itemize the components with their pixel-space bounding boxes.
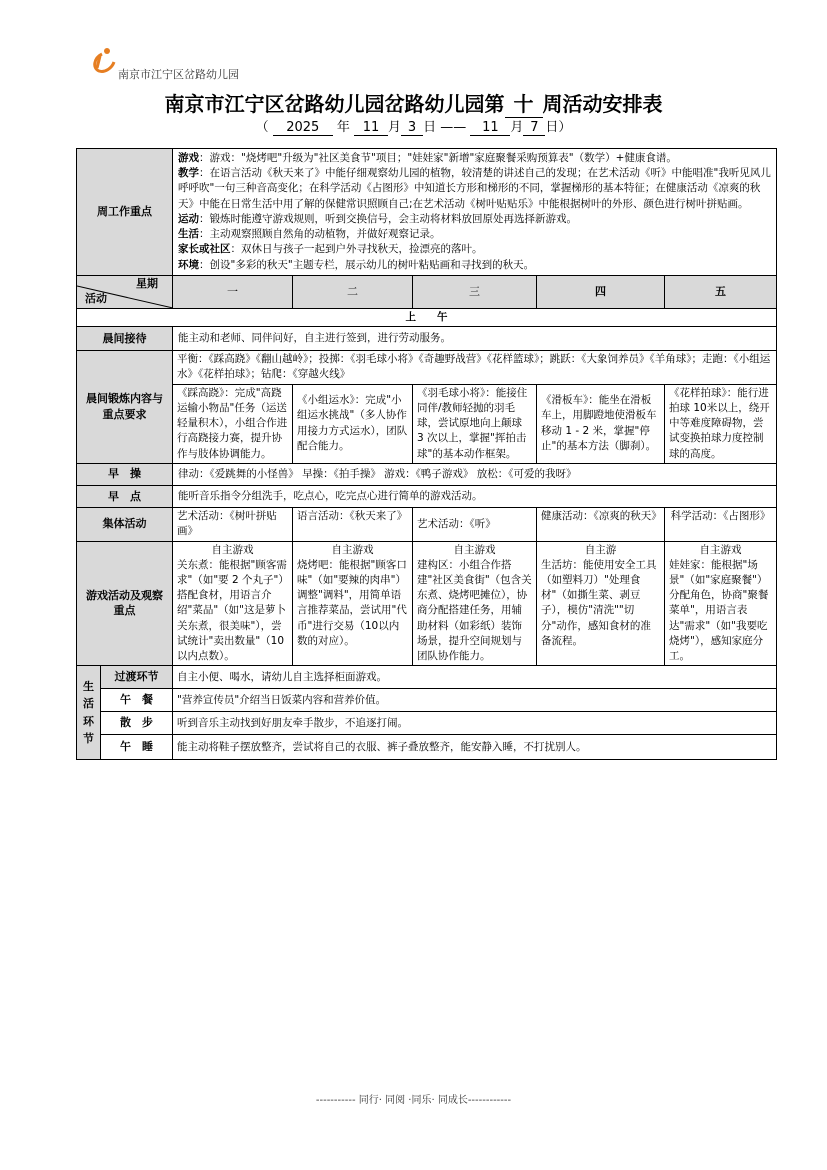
life-text: "营养宣传员"介绍当日饭菜内容和营养价值。 xyxy=(173,689,777,712)
play-item: 生活坊：能使用安全工具（如塑料刀）"处理食材"（如撕生菜、剥豆子），模仿"清洗""切分"动作，感知食材的准备流程。 xyxy=(541,558,657,647)
date-month-unit-1: 月 xyxy=(388,120,402,135)
focus-text: ：锻炼时能遵守游戏规则，听到交换信号，会主动将材料放回原处再选择新游戏。 xyxy=(199,212,577,225)
date-month-start: 11 xyxy=(354,120,388,136)
life-sub-label: 散 步 xyxy=(101,712,173,735)
date-day-end: 7 xyxy=(523,120,545,136)
play-cell xyxy=(173,541,293,666)
life-text: 能主动将鞋子摆放整齐，尝试将自己的衣服、裤子叠放整齐，能安静入睡，不打扰别人。 xyxy=(173,735,777,760)
group-item: 健康活动：《凉爽的秋天》 xyxy=(537,508,665,541)
exercise-items-row xyxy=(77,384,777,463)
day-header: 二 xyxy=(293,275,413,308)
life-label-text: 生活环节 xyxy=(83,679,94,746)
group-item: 艺术活动：《听》 xyxy=(413,508,537,541)
title-prefix: 南京市江宁区岔路幼儿园岔路幼儿园第 xyxy=(164,92,505,116)
exercise-item: 《小组运水》：完成"小组运水挑战"（多人协作用接力方式运水），团队配合能力。 xyxy=(293,384,413,463)
page-title xyxy=(0,88,827,118)
exercise-summary-row xyxy=(77,351,777,384)
focus-text: ：游戏："烧烤吧"升级为"社区美食节"项目；"娃娃家"新增"家庭聚餐采购预算表"（数学）+健康食谱。 xyxy=(199,152,677,164)
focus-label: 周工作重点 xyxy=(77,149,173,276)
play-item: 关东煮：能根据"顾客需求"（如"要 2 个丸子"）搭配食材，用语言介绍"菜品"（如"这是萝卜关东煮，很美味"），尝试统计"卖出数量"（10以内点数）。 xyxy=(177,558,287,663)
group-label: 集体活动 xyxy=(77,508,173,541)
focus-text: ：创设"多彩的秋天"主题专栏，展示幼儿的树叶粘贴画和寻找到的秋天。 xyxy=(199,258,535,271)
arrival-row xyxy=(77,326,777,350)
life-text: 自主小便、喝水，请幼儿自主选择柜面游戏。 xyxy=(173,666,777,689)
day-header: 三 xyxy=(413,275,537,308)
life-row xyxy=(77,735,777,760)
date-dash: —— xyxy=(440,120,467,135)
title-suffix: 周活动安排表 xyxy=(542,92,663,116)
focus-key: 游戏 xyxy=(178,152,199,164)
life-label xyxy=(77,666,101,760)
focus-line xyxy=(178,258,771,273)
day-header: 五 xyxy=(665,275,777,308)
exercise-item: 《滑板车》：能坐在滑板车上，用脚蹬地使滑板车移动 1 - 2 米，掌握"停止"的基本方法（脚刹）。 xyxy=(537,384,665,463)
life-row xyxy=(77,666,777,689)
morning-exercise-text: 律动：《爱跳舞的小怪兽》 早操：《拍手操》 游戏：《鸭子游戏》 放松：《可爱的我呀》 xyxy=(173,463,777,485)
exercise-item: 《花样拍球》：能行进拍球 10米以上，绕开中等难度障碍物，尝试变换拍球力度控制球的高度。 xyxy=(665,384,777,463)
morning-exercise-label: 早 操 xyxy=(77,463,173,485)
focus-text: ：主动观察照顾自然角的动植物，并做好观察记录。 xyxy=(199,228,441,241)
exercise-label: 晨间锻炼内容与重点要求 xyxy=(77,351,173,464)
corner-cell xyxy=(77,275,173,308)
school-logo xyxy=(90,46,116,78)
snack-text: 能听音乐指令分组洗手，吃点心，吃完点心进行简单的游戏活动。 xyxy=(173,485,777,507)
morning-exercise-row xyxy=(77,463,777,485)
play-cell xyxy=(665,541,777,666)
snack-label: 早 点 xyxy=(77,485,173,507)
play-head: 自主游 xyxy=(584,543,617,556)
play-row xyxy=(77,541,777,666)
exercise-item: 《羽毛球小将》：能接住同伴/教师轻抛的羽毛球，尝试原地向上颠球 3 次以上，掌握"挥拍击球"的基本动作框架。 xyxy=(413,384,537,463)
snack-row xyxy=(77,485,777,507)
schedule-table xyxy=(76,148,777,760)
play-item: 建构区：小组合作搭建"社区美食街"（包含关东煮、烧烤吧摊位），协商分配搭建任务，用辅助材料（如彩纸）装饰场景，提升空间规划与团队协作能力。 xyxy=(417,558,532,663)
week-number: 十 xyxy=(505,88,543,118)
life-sub-label: 午 餐 xyxy=(101,689,173,712)
date-year: 2025 xyxy=(273,120,333,136)
date-day-unit-2: 日 xyxy=(545,120,559,135)
play-cell xyxy=(293,541,413,666)
exercise-summary: 平衡：《踩高跷》《翻山越岭》；投掷：《羽毛球小将》《奇趣野战营》《花样篮球》；跳跃：《大象饲养员》《羊角球》；走跑：《小组运水》《花样拍球》；钻爬：《穿越火线》 xyxy=(173,351,777,384)
focus-line xyxy=(178,212,771,227)
focus-key: 运动 xyxy=(178,212,199,225)
focus-line xyxy=(178,151,771,166)
corner-top: 星期 xyxy=(136,276,158,290)
focus-line xyxy=(178,166,771,212)
play-item: 烧烤吧：能根据"顾客口味"（如"要辣的肉串"）调整"调料"，用简单语言推荐菜品，尝试用"代币"进行交易（10以内数的对应）。 xyxy=(297,558,407,647)
play-cell xyxy=(537,541,665,666)
date-close: ） xyxy=(558,120,572,135)
corner-bottom: 活动 xyxy=(85,291,107,305)
life-row xyxy=(77,689,777,712)
date-month-unit-2: 月 xyxy=(510,120,524,135)
group-item: 艺术活动：《树叶拼贴画》 xyxy=(173,508,293,541)
life-row xyxy=(77,712,777,735)
play-head: 自主游戏 xyxy=(453,543,496,556)
focus-key: 环境 xyxy=(178,258,199,271)
footer-slogan: ----------- 同行· 同阅 ·同乐· 同成长------------ xyxy=(315,1095,512,1106)
morning-row xyxy=(77,308,777,326)
date-month-end: 11 xyxy=(470,120,510,136)
play-cell xyxy=(413,541,537,666)
play-head: 自主游戏 xyxy=(331,543,374,556)
arrival-label: 晨间接待 xyxy=(77,326,173,350)
focus-content xyxy=(173,149,777,276)
focus-line xyxy=(178,227,771,242)
logo-text: 南京市江宁区岔路幼儿园 xyxy=(118,68,239,81)
focus-text: ：双休日与孩子一起到户外寻找秋天，捡漂亮的落叶。 xyxy=(230,243,483,256)
date-open: （ xyxy=(255,120,269,135)
play-head: 自主游戏 xyxy=(211,543,254,556)
life-text: 听到音乐主动找到好朋友牵手散步，不追逐打闹。 xyxy=(173,712,777,735)
focus-key: 家长或社区 xyxy=(178,243,231,256)
play-head: 自主游戏 xyxy=(699,543,742,556)
exercise-item: 《踩高跷》：完成"高跷运输小物品"任务（运送轻量积木），小组合作进行高跷接力赛，提升协作与肢体协调能力。 xyxy=(173,384,293,463)
day-header-row xyxy=(77,275,777,308)
play-item: 娃娃家：能根据"场景"（如"家庭聚餐"）分配角色，协商"聚餐菜单"，用语言表达"需求"（如"我要吃烧烤"），感知家庭分工。 xyxy=(669,558,769,663)
arrival-text: 能主动和老师、同伴问好，自主进行签到，进行劳动服务。 xyxy=(173,326,777,350)
day-header: 四 xyxy=(537,275,665,308)
focus-key: 教学 xyxy=(178,167,199,180)
focus-row xyxy=(77,149,777,276)
date-range xyxy=(0,116,827,136)
day-header: 一 xyxy=(173,275,293,308)
date-year-unit: 年 xyxy=(336,120,350,135)
focus-key: 生活 xyxy=(178,228,199,241)
focus-text: ：在语言活动《秋天来了》中能仔细观察幼儿园的植物，较清楚的讲述自己的发现；在艺术活动《听》中能唱准"我听见风儿呼呼吹"一句三种音高变化；在科学活动《占图形》中知道长方形和梯形的不同，掌握梯形的基本特征；在健康活动《凉爽的秋天》中能在日常生活中用了解的保健常识照顾自己;在艺术活动《树叶贴贴乐》中能根据树叶的外形、颜色进行树叶拼贴画。 xyxy=(178,167,771,210)
date-day-start: 3 xyxy=(401,120,423,136)
group-item: 语言活动：《秋天来了》 xyxy=(293,508,413,541)
morning-label: 上 午 xyxy=(77,308,777,326)
focus-line xyxy=(178,242,771,257)
life-sub-label: 过渡环节 xyxy=(101,666,173,689)
play-label: 游戏活动及观察重点 xyxy=(77,541,173,666)
life-sub-label: 午 睡 xyxy=(101,735,173,760)
group-row xyxy=(77,508,777,541)
group-item: 科学活动：《占图形》 xyxy=(665,508,777,541)
date-day-unit-1: 日 xyxy=(423,120,437,135)
